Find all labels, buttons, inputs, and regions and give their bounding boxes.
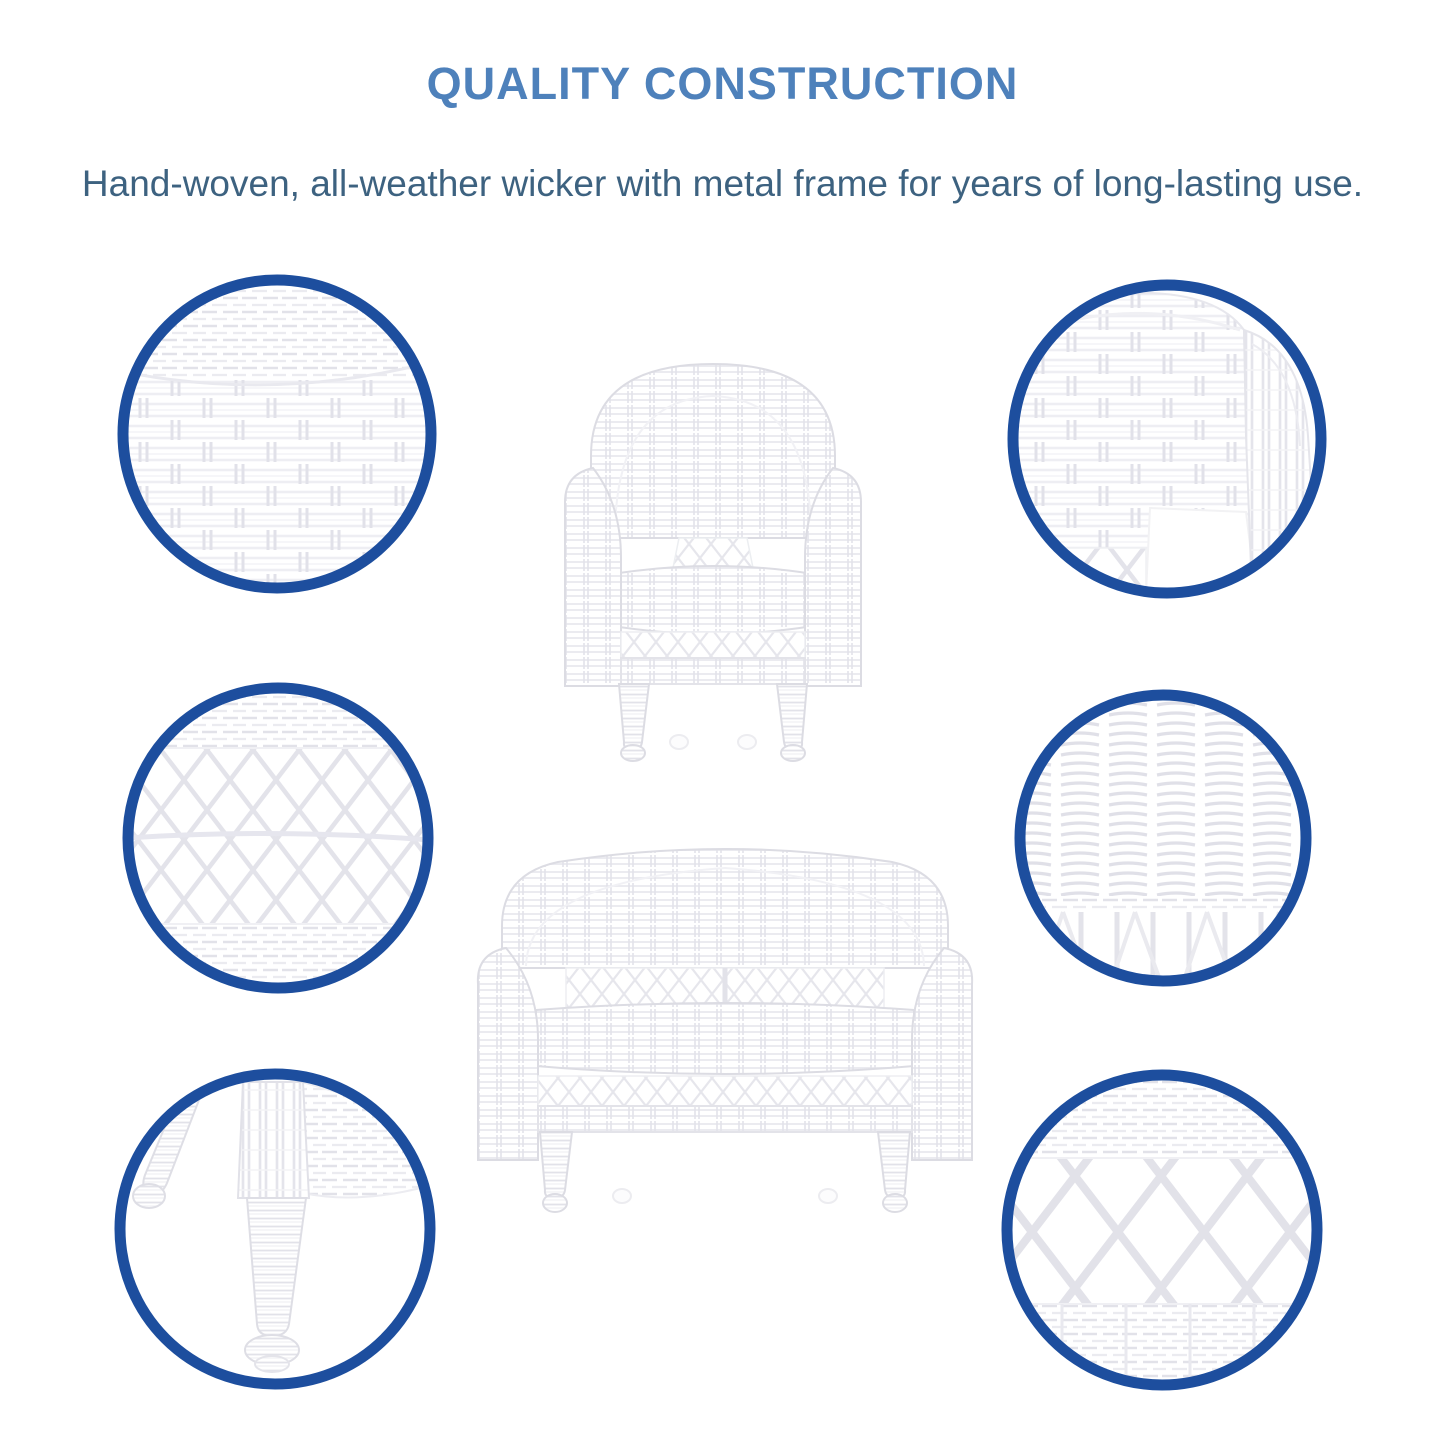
chair-leg-left <box>619 684 649 750</box>
chair-back <box>591 364 835 538</box>
callout-wrapped-leg-closeup <box>120 1074 432 1386</box>
chair-apron-band <box>621 658 805 684</box>
wicker-loveseat-illustration <box>478 849 972 1212</box>
loveseat-apron-band <box>538 1106 912 1132</box>
loveseat-arm-right <box>912 948 972 1160</box>
loveseat-back-foot <box>819 1189 837 1203</box>
loveseat-leg-left <box>540 1132 572 1198</box>
callout-basket-weave-closeup <box>120 276 438 592</box>
loveseat-arm-left <box>478 948 538 1160</box>
headline: QUALITY CONSTRUCTION <box>426 58 1019 109</box>
chair-leg-right <box>777 684 807 750</box>
chair-ball-foot-left <box>621 745 645 761</box>
chair-seat <box>613 566 813 634</box>
chair-back-foot <box>738 735 756 749</box>
loveseat-seat <box>536 1003 914 1074</box>
callout-tight-weave-closeup <box>1016 692 1310 983</box>
wicker-chair-illustration <box>565 364 861 761</box>
callout-diamond-lattice-closeup <box>124 684 432 992</box>
loveseat-ball-foot-left <box>543 1194 567 1212</box>
callout-back-arm-closeup <box>1013 285 1321 594</box>
loveseat-ball-foot-right <box>883 1194 907 1212</box>
loveseat-back-foot <box>613 1189 631 1203</box>
subheadline: Hand-woven, all-weather wicker with metal frame for years of long-lasting use. <box>81 163 1364 204</box>
callout-cross-lattice-closeup <box>1004 1072 1320 1388</box>
loveseat-apron-lattice <box>538 1076 912 1106</box>
chair-back-foot <box>670 735 688 749</box>
loveseat-back <box>502 849 948 968</box>
chair-ball-foot-right <box>781 745 805 761</box>
chair-apron-lattice <box>621 632 805 658</box>
loveseat-leg-right <box>878 1132 910 1198</box>
